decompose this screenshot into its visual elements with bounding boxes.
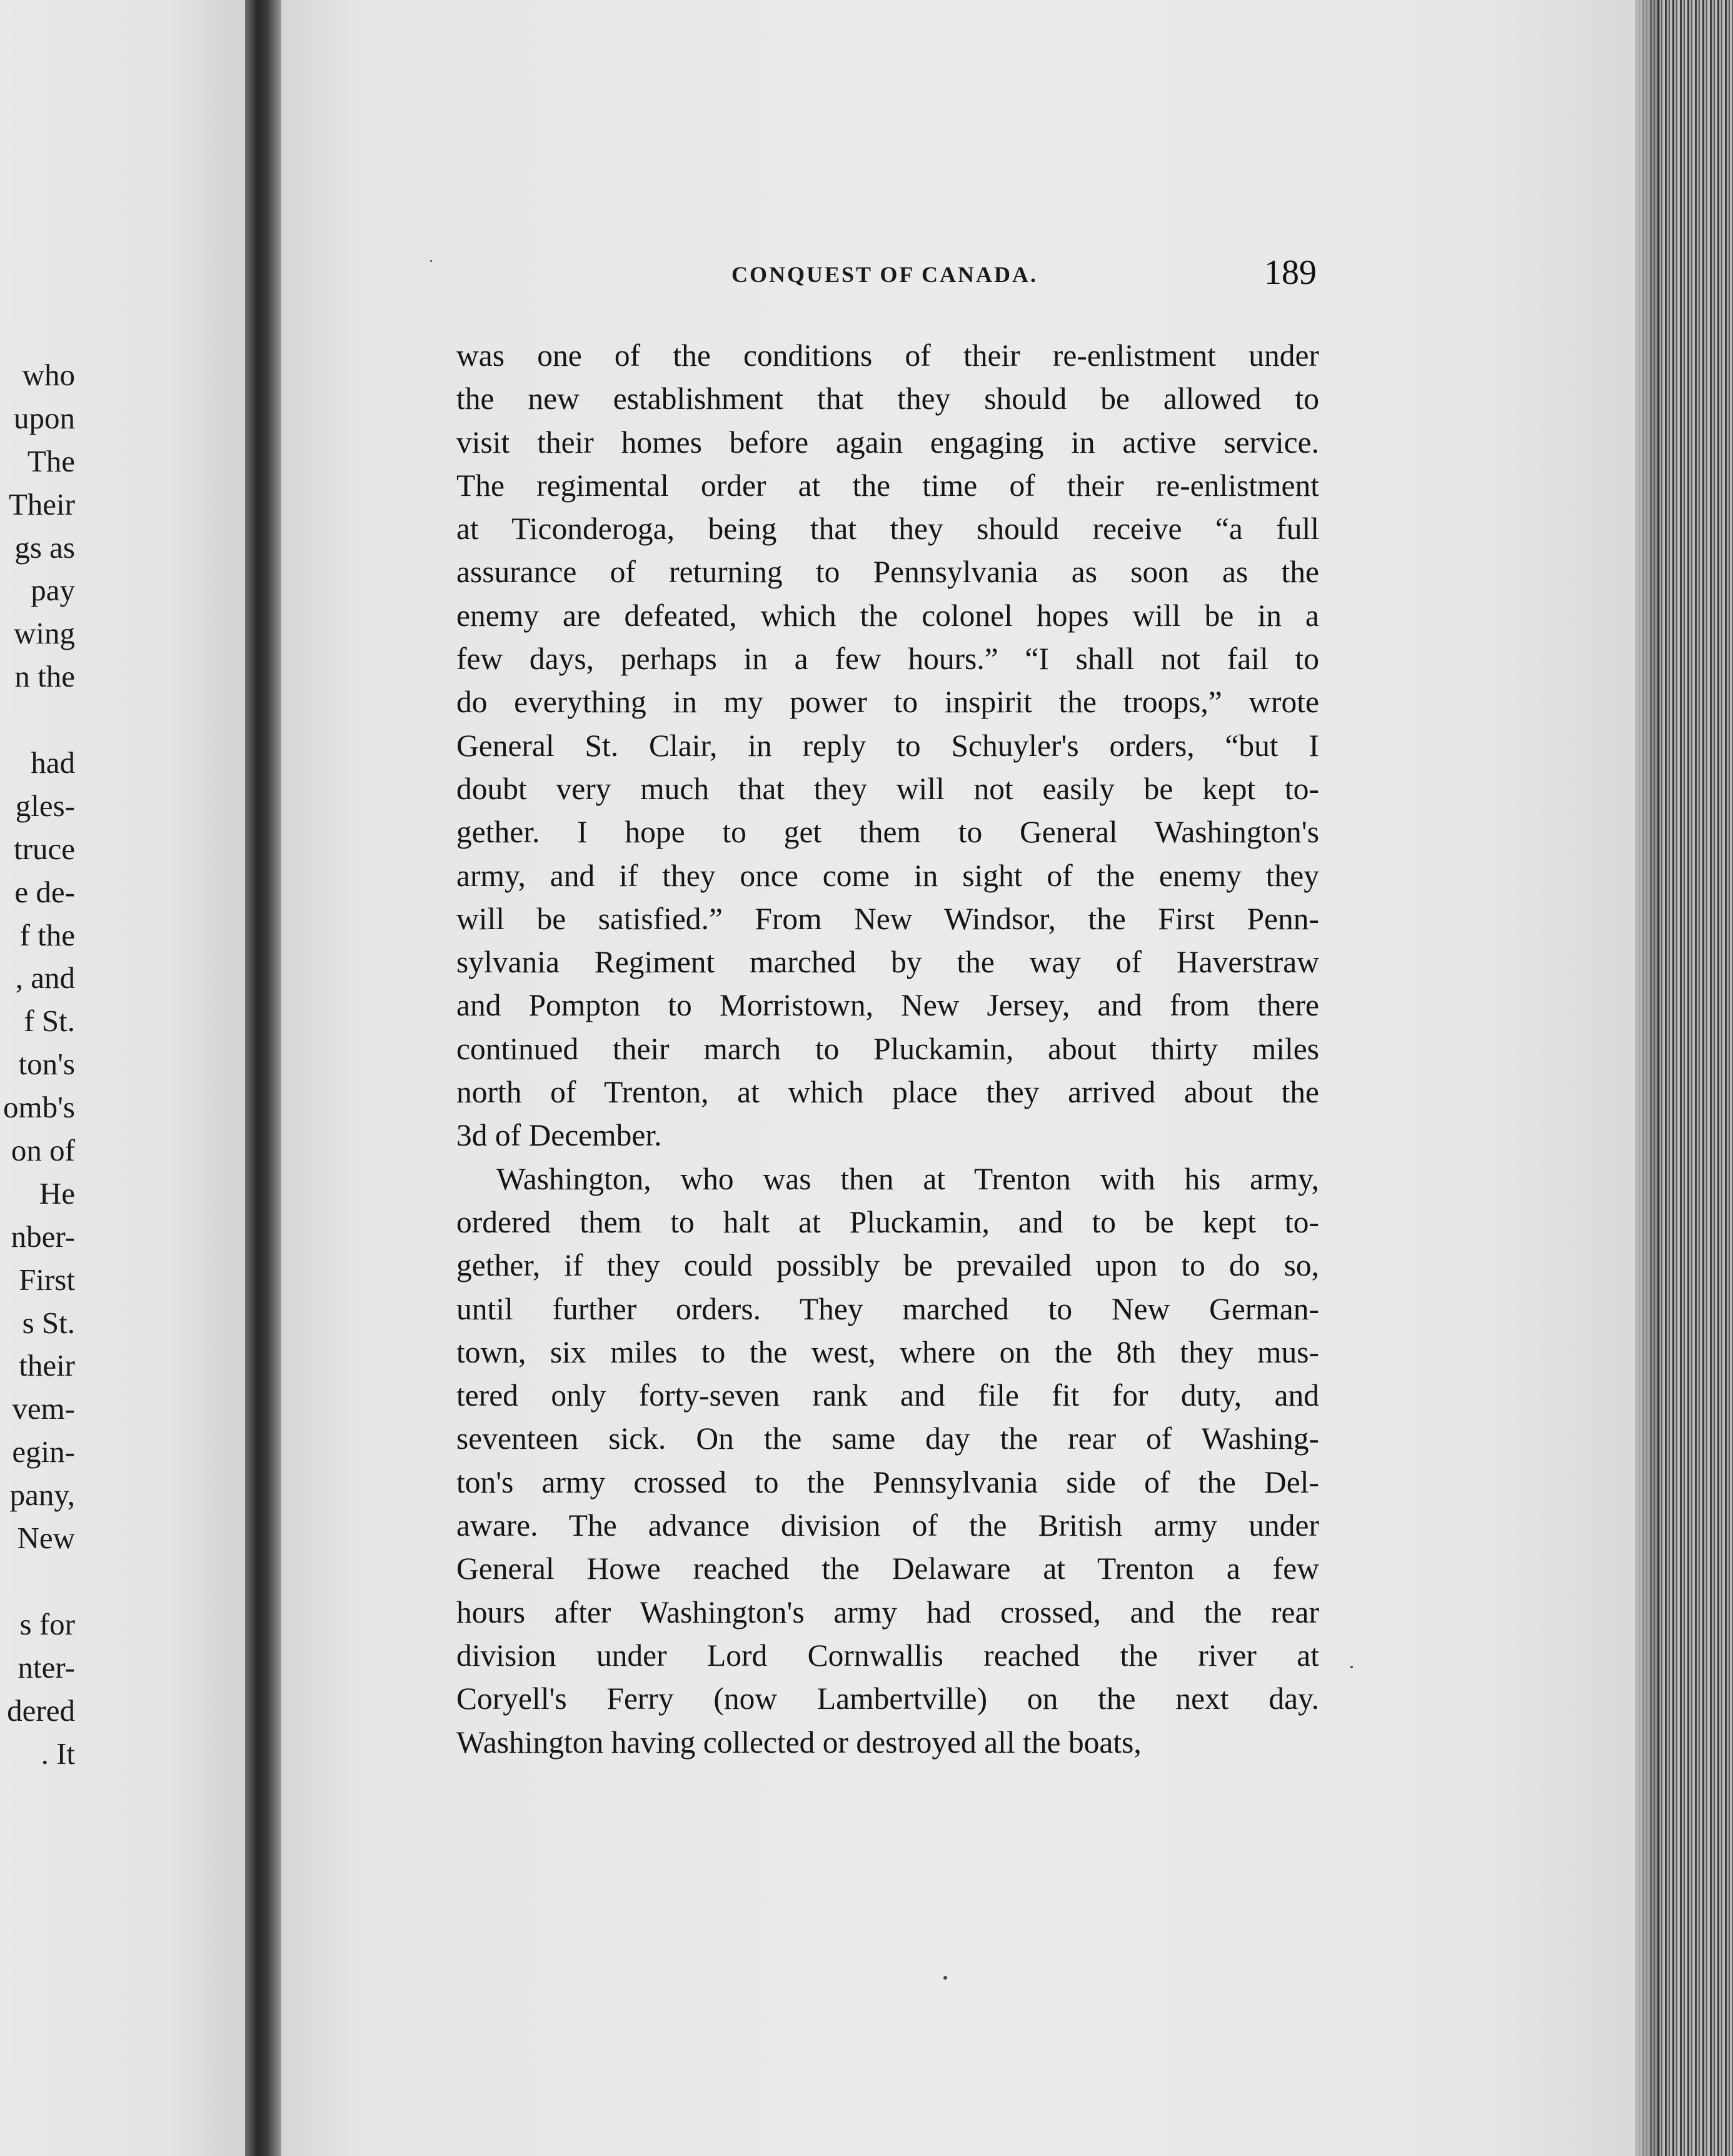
text-line: The regimental order at the time of their re-enlistment xyxy=(456,468,1319,503)
facing-page-line-fragment: s for xyxy=(19,1606,75,1641)
facing-page-line-fragment: who xyxy=(22,358,75,392)
facing-page-line-fragment: upon xyxy=(14,400,75,435)
text-line: the new establishment that they should be allowed to xyxy=(456,381,1319,416)
text-line: Coryell's Ferry (now Lambertville) on the next day. xyxy=(456,1681,1319,1716)
facing-page-line-fragment: The xyxy=(27,443,75,478)
facing-page-line-fragment: pany, xyxy=(9,1478,75,1513)
text-line: assurance of returning to Pennsylvania as soon as the xyxy=(456,555,1319,590)
facing-page-line-fragment: . It xyxy=(41,1736,75,1771)
text-line: do everything in my power to inspirit the troops,” wrote xyxy=(456,685,1319,720)
scan-speck xyxy=(943,1976,947,1980)
facing-page-line-fragment: had xyxy=(31,745,75,780)
text-line: sylvania Regiment marched by the way of Haverstraw xyxy=(456,945,1319,980)
facing-page-line-fragment: He xyxy=(39,1176,75,1211)
body-text xyxy=(456,334,1319,1764)
facing-page-line-fragment: gs as xyxy=(14,530,75,565)
running-head: CONQUEST OF CANADA. xyxy=(731,262,1038,287)
text-line: tered only forty-seven rank and file fit for duty, and xyxy=(456,1378,1319,1413)
scan-speck xyxy=(430,260,432,262)
facing-page-line-fragment: e de- xyxy=(14,874,75,909)
facing-page-line-fragment: New xyxy=(17,1521,75,1556)
facing-page-line-fragment xyxy=(0,698,75,742)
facing-page-line-fragment xyxy=(0,1560,75,1603)
facing-page-line-fragment: pay xyxy=(31,573,75,608)
text-line: continued their march to Pluckamin, about thirty miles xyxy=(456,1031,1319,1066)
facing-page-line-fragment: f St. xyxy=(24,1004,75,1039)
facing-page-line-fragment: s St. xyxy=(22,1305,75,1340)
text-line: town, six miles to the west, where on the 8th they mus- xyxy=(456,1334,1319,1369)
facing-page-line-fragment: nter- xyxy=(18,1650,75,1685)
text-line: north of Trenton, at which place they arrived about the xyxy=(456,1075,1319,1110)
text-line: gether. I hope to get them to General Washington's xyxy=(456,815,1319,850)
page-number: 189 xyxy=(1264,253,1317,292)
facing-page-left xyxy=(0,0,245,2156)
text-line: 3d of December. xyxy=(456,1118,662,1153)
text-line: ordered them to halt at Pluckamin, and to be kept to- xyxy=(456,1204,1319,1239)
text-line: General Howe reached the Delaware at Trenton a few xyxy=(456,1551,1319,1586)
facing-page-line-fragment: gles- xyxy=(15,788,75,823)
text-line: aware. The advance division of the British army under xyxy=(456,1508,1319,1543)
text-line: Washington having collected or destroyed all the boats, xyxy=(456,1725,1142,1760)
facing-page-line-fragment: First xyxy=(19,1262,75,1297)
facing-page-line-fragment: nber- xyxy=(11,1219,75,1254)
facing-page-line-fragment: egin- xyxy=(12,1434,75,1469)
facing-page-line-fragment: truce xyxy=(14,831,75,866)
text-line: until further orders. They marched to New German- xyxy=(456,1291,1319,1326)
text-line: ton's army crossed to the Pennsylvania side of the Del- xyxy=(456,1464,1319,1499)
facing-page-line-fragment: their xyxy=(19,1348,75,1383)
text-line: was one of the conditions of their re-enlistment under xyxy=(456,338,1319,373)
facing-page-line-fragment: vem- xyxy=(12,1391,75,1426)
text-line: Washington, who was then at Trenton with his army, xyxy=(496,1161,1319,1196)
text-line: visit their homes before again engaging in active service. xyxy=(456,425,1319,460)
facing-page-line-fragment: , and xyxy=(15,960,75,995)
text-line: doubt very much that they will not easily be kept to- xyxy=(456,771,1319,806)
text-line: and Pompton to Morristown, New Jersey, and from there xyxy=(456,988,1319,1023)
text-line: will be satisfied.” From New Windsor, the First Penn- xyxy=(456,901,1319,936)
facing-page-line-fragment: on of xyxy=(11,1133,75,1168)
text-line: hours after Washington's army had crossed, and the rear xyxy=(456,1594,1319,1630)
facing-page-line-fragment: omb's xyxy=(3,1090,75,1125)
facing-page-line-fragment: n the xyxy=(14,659,75,694)
facing-page-line-fragment: wing xyxy=(14,616,75,651)
facing-page-line-fragment: dered xyxy=(7,1693,75,1728)
facing-page-line-fragment: f the xyxy=(19,917,75,952)
facing-page-line-fragment: ton's xyxy=(18,1047,75,1082)
text-line: army, and if they once come in sight of the enemy they xyxy=(456,858,1319,893)
text-line: gether, if they could possibly be prevailed upon to do so, xyxy=(456,1248,1319,1283)
text-line: seventeen sick. On the same day the rear of Washing- xyxy=(456,1421,1319,1456)
text-line: enemy are defeated, which the colonel hopes will be in a xyxy=(456,598,1319,633)
text-line: General St. Clair, in reply to Schuyler's orders, “but I xyxy=(456,728,1319,763)
book-gutter xyxy=(245,0,281,2156)
text-line: at Ticonderoga, being that they should receive “a full xyxy=(456,511,1319,547)
facing-page-line-fragment: Their xyxy=(8,486,75,521)
page-edges-stack xyxy=(1635,0,1733,2156)
text-line: few days, perhaps in a few hours.” “I shall not fail to xyxy=(456,642,1319,677)
facing-page-text-fragments xyxy=(0,354,75,1775)
text-line: division under Lord Cornwallis reached the river at xyxy=(456,1638,1319,1673)
scan-speck xyxy=(1350,1666,1353,1668)
